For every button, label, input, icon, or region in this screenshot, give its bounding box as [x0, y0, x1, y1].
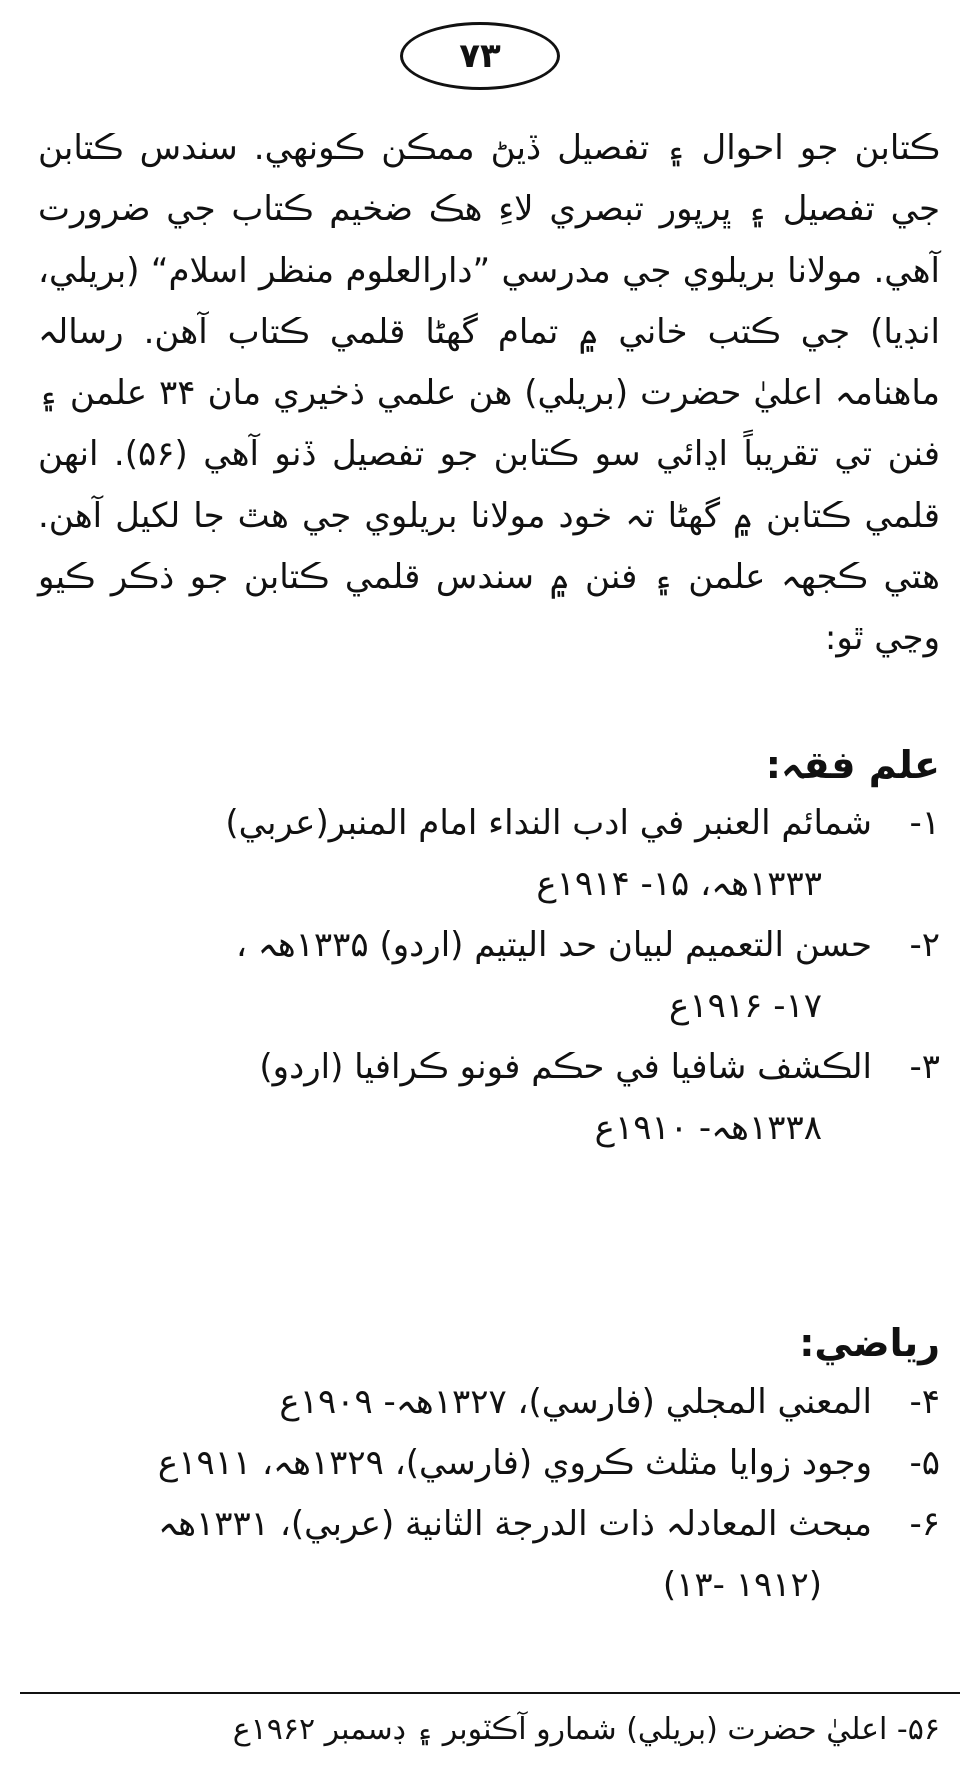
book-date: ۱۷- ۱۹۱۶ع	[669, 986, 822, 1026]
item-number: ۶-	[909, 1504, 940, 1544]
item-number: ۲-	[909, 925, 940, 965]
book-date: ۱۳۳۳هہ، ۱۵- ۱۹۱۴ع	[536, 864, 822, 904]
body-line: اڍائي سو ڪتابن جو تفصيل ڏنو آهي (۵۶). انهن قلمي	[38, 434, 940, 536]
body-paragraph	[38, 118, 940, 670]
footnote: ۵۶- اعليٰ حضرت (بريلي) شمارو آڪٽوبر ۽ ڊسمبر ۱۹۶۲ع	[232, 1712, 940, 1747]
book-date: (۱۹۱۲ -۱۳)	[662, 1565, 822, 1605]
body-line: ڪتابن جي تفصيل ۽ ڀرپور تبصري لاءِ هڪ ضخيم	[38, 128, 940, 230]
book-title: الڪشف شافيا في حڪم فونو ڪرافيا (اردو)	[259, 1047, 872, 1087]
body-line: ڪتابن ۾ گهڻا تہ خود مولانا بريلوي جي هٿ جا لکيل	[115, 495, 852, 536]
item-number: ۱-	[909, 803, 940, 843]
list-item	[30, 1372, 940, 1433]
body-line: ”دارالعلوم منظر اسلام“ (بريلي، انڊيا) جي ڪتب خاني ۾	[38, 250, 940, 352]
list-item	[30, 1037, 940, 1159]
section-heading-riyazi: رياضي:	[799, 1321, 940, 1365]
body-line: آهن. هتي ڪجهہ علمن ۽ فنن ۾ سندس قلمي ڪتابن جو	[38, 495, 940, 598]
book-date: ۱۳۳۸هہ- ۱۹۱۰ع	[594, 1108, 822, 1148]
book-title: مبحث المعادلہ ذات الدرجة الثانية (عربي)، ۱۳۳۱هہ	[158, 1504, 872, 1544]
section-heading-fiqh: علم فقہ:	[765, 743, 940, 787]
list-item	[30, 1494, 940, 1616]
item-number: ۳-	[909, 1047, 940, 1087]
riyazi-book-list	[30, 1372, 940, 1616]
book-title: حسن التعميم لبيان حد اليتيم (اردو) ۱۳۳۵هہ ،	[235, 925, 872, 965]
page-number: ۷۳	[400, 22, 560, 90]
book-title: شمائم العنبر في ادب النداء امام المنبر(عربي)	[225, 803, 872, 843]
list-item	[30, 793, 940, 915]
book-title: وجود زوايا مثلث ڪروي (فارسي)، ۱۳۲۹هہ، ۱۹۱۱ع	[157, 1443, 872, 1483]
item-number: ۵-	[909, 1443, 940, 1483]
body-line: تمام گهڻا قلمي ڪتاب آهن. رسالہ ماهنامہ اعليٰ حضرت	[38, 311, 940, 414]
body-line: ڪتابن جو احوال ۽ تفصيل ڏيڻ ممڪن ڪونهي. سندس	[139, 128, 940, 168]
body-line: (بريلي) هن علمي ذخيري مان ۳۴ علمن ۽ فنن تي تقريباً	[38, 373, 940, 475]
list-item	[30, 915, 940, 1037]
fiqh-book-list	[30, 793, 940, 1159]
body-line: ڪتاب جي ضرورت آهي. مولانا بريلوي جي مدرسي	[38, 189, 940, 291]
body-line: ذڪر ڪيو وڃي ٿو:	[38, 557, 940, 659]
item-number: ۴-	[909, 1382, 940, 1422]
list-item	[30, 1433, 940, 1494]
book-title: المعني المجلي (فارسي)، ۱۳۲۷هہ- ۱۹۰۹ع	[279, 1382, 872, 1422]
footnote-divider	[20, 1692, 960, 1694]
